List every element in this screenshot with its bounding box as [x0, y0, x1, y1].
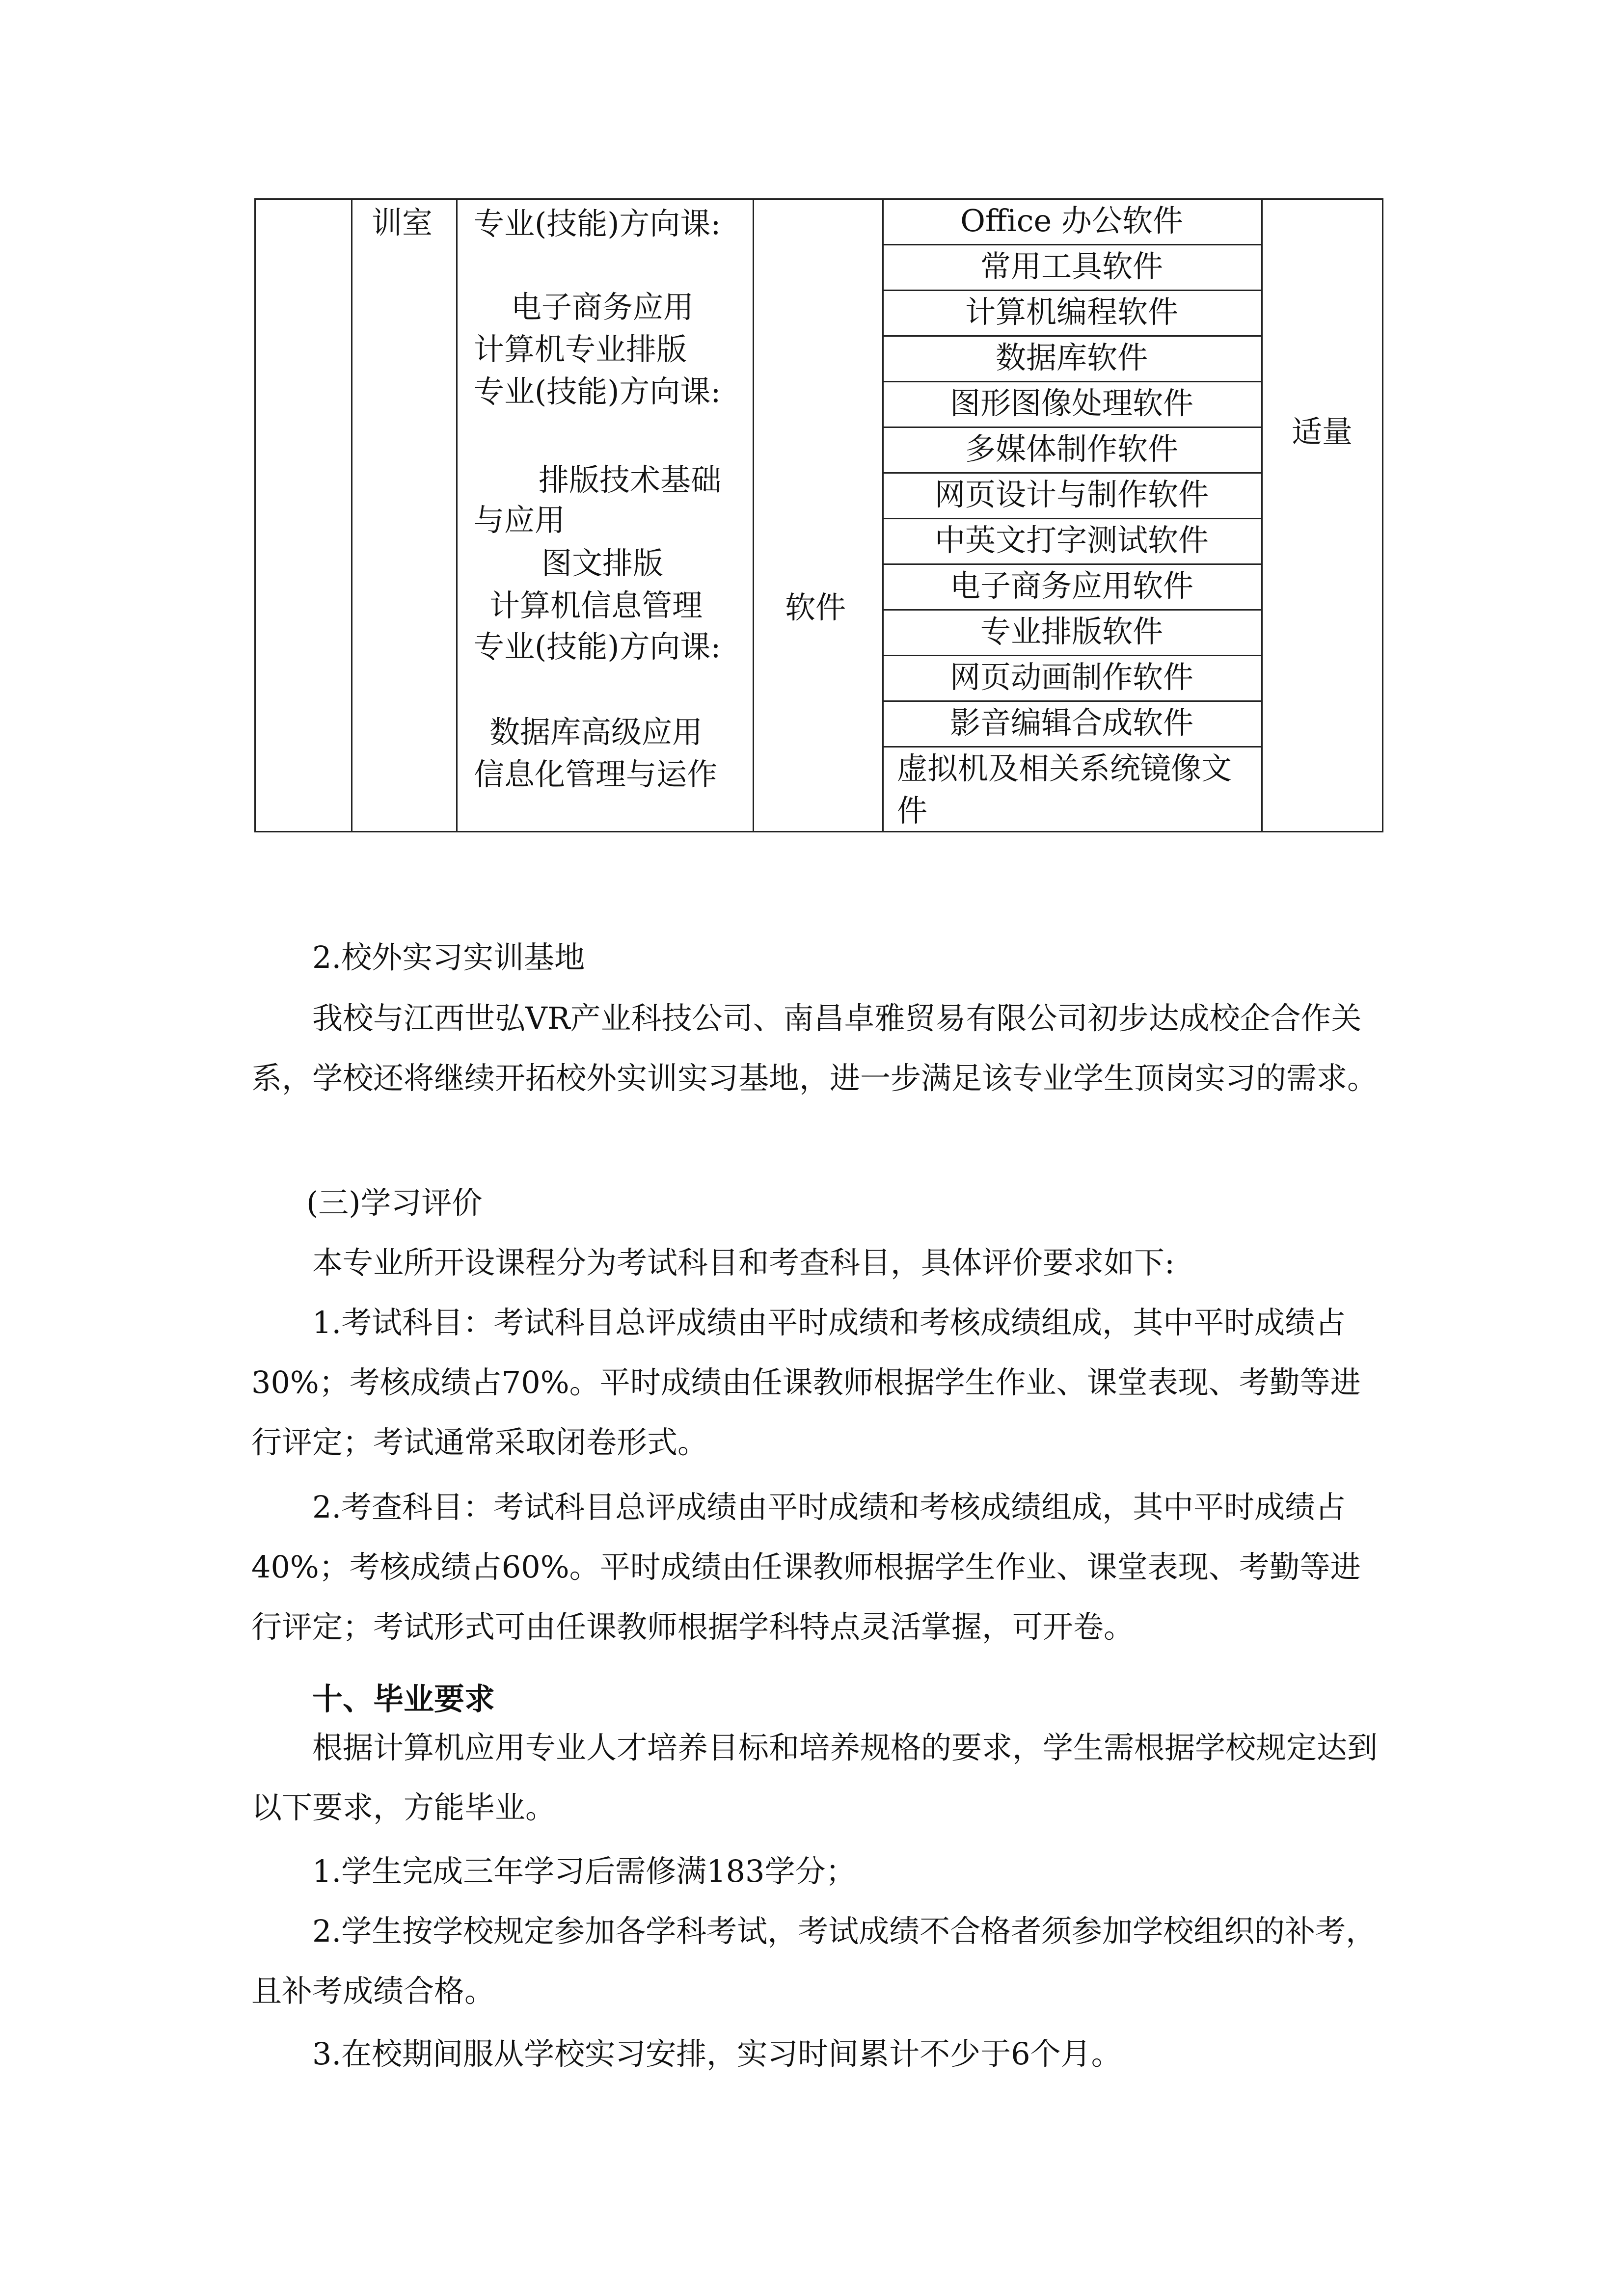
list-item: 网页设计与制作软件 [882, 474, 1261, 519]
list-item: 虚拟机及相关系统镜像文件 [897, 750, 1232, 828]
type-label: 软件 [785, 589, 846, 625]
list-item: 数据库软件 [882, 337, 1261, 382]
table-divider [1261, 200, 1263, 831]
equipment-table [254, 198, 1383, 832]
paragraph: 根据计算机应用专业人才培养目标和培养规格的要求，学生需根据学校规定达到以下要求，方能毕业。 [251, 1730, 1378, 1825]
course-line: 专业(技能)方向课: [474, 374, 721, 409]
paragraph: 2.考查科目：考试科目总评成绩由平时成绩和考核成绩组成，其中平时成绩占40%；考核成绩占60%。平时成绩由任课教师根据学生作业、课堂表现、考勤等进行评定；考试形式可由任课教师根据学科特点灵活掌握，可开卷。 [251, 1489, 1361, 1645]
course-line: 数据库高级应用 [489, 714, 703, 750]
chapter-heading: 十、毕业要求 [312, 1681, 495, 1717]
paragraph: 2.校外实习实训基地 [312, 939, 585, 975]
table-divider [456, 200, 458, 831]
list-item: 图形图像处理软件 [882, 382, 1261, 428]
list-item: 影音编辑合成软件 [882, 702, 1261, 748]
room-label: 训室 [372, 205, 433, 240]
course-line: 计算机信息管理 [489, 587, 703, 623]
list-item: 中英文打字测试软件 [882, 519, 1261, 565]
section-heading: (三)学习评价 [306, 1185, 483, 1221]
course-line: 电子商务应用 [511, 289, 694, 325]
paragraph: 1.考试科目：考试科目总评成绩由平时成绩和考核成绩组成，其中平时成绩占30%；考核成绩占70%。平时成绩由任课教师根据学生作业、课堂表现、考勤等进行评定；考试通常采取闭卷形式。 [251, 1305, 1361, 1460]
paragraph: 1.学生完成三年学习后需修满183学分； [312, 1853, 856, 1889]
course-line: 排版技术基础 [539, 462, 722, 498]
list-item: 多媒体制作软件 [882, 428, 1261, 474]
paragraph: 我校与江西世弘VR产业科技公司、南昌卓雅贸易有限公司初步达成校企合作关系，学校还将继续开拓校外实训实习基地，进一步满足该专业学生顶岗实习的需求。 [251, 1000, 1378, 1096]
paragraph: 本专业所开设课程分为考试科目和考查科目，具体评价要求如下: [312, 1245, 1175, 1281]
table-divider [351, 200, 352, 831]
list-item: 计算机编程软件 [882, 291, 1261, 337]
course-line: 与应用 [474, 502, 566, 538]
course-line: 专业(技能)方向课: [474, 629, 721, 665]
course-line: 计算机专业排版 [474, 331, 687, 367]
course-line: 信息化管理与运作 [474, 756, 718, 792]
list-item: 常用工具软件 [882, 245, 1261, 291]
list-item: 电子商务应用软件 [882, 565, 1261, 611]
software-list [882, 200, 1261, 831]
paragraph: 3.在校期间服从学校实习安排，实习时间累计不少于6个月。 [312, 2036, 1122, 2072]
course-line: 专业(技能)方向课: [474, 206, 721, 241]
quantity-label: 适量 [1292, 414, 1353, 450]
list-item: Office 办公软件 [882, 200, 1261, 245]
list-item: 网页动画制作软件 [882, 656, 1261, 702]
course-line: 图文排版 [541, 545, 664, 581]
list-item: 专业排版软件 [882, 611, 1261, 656]
paragraph: 2.学生按学校规定参加各学科考试，考试成绩不合格者须参加学校组织的补考，且补考成绩合格。 [251, 1913, 1377, 2009]
table-divider [753, 200, 754, 831]
